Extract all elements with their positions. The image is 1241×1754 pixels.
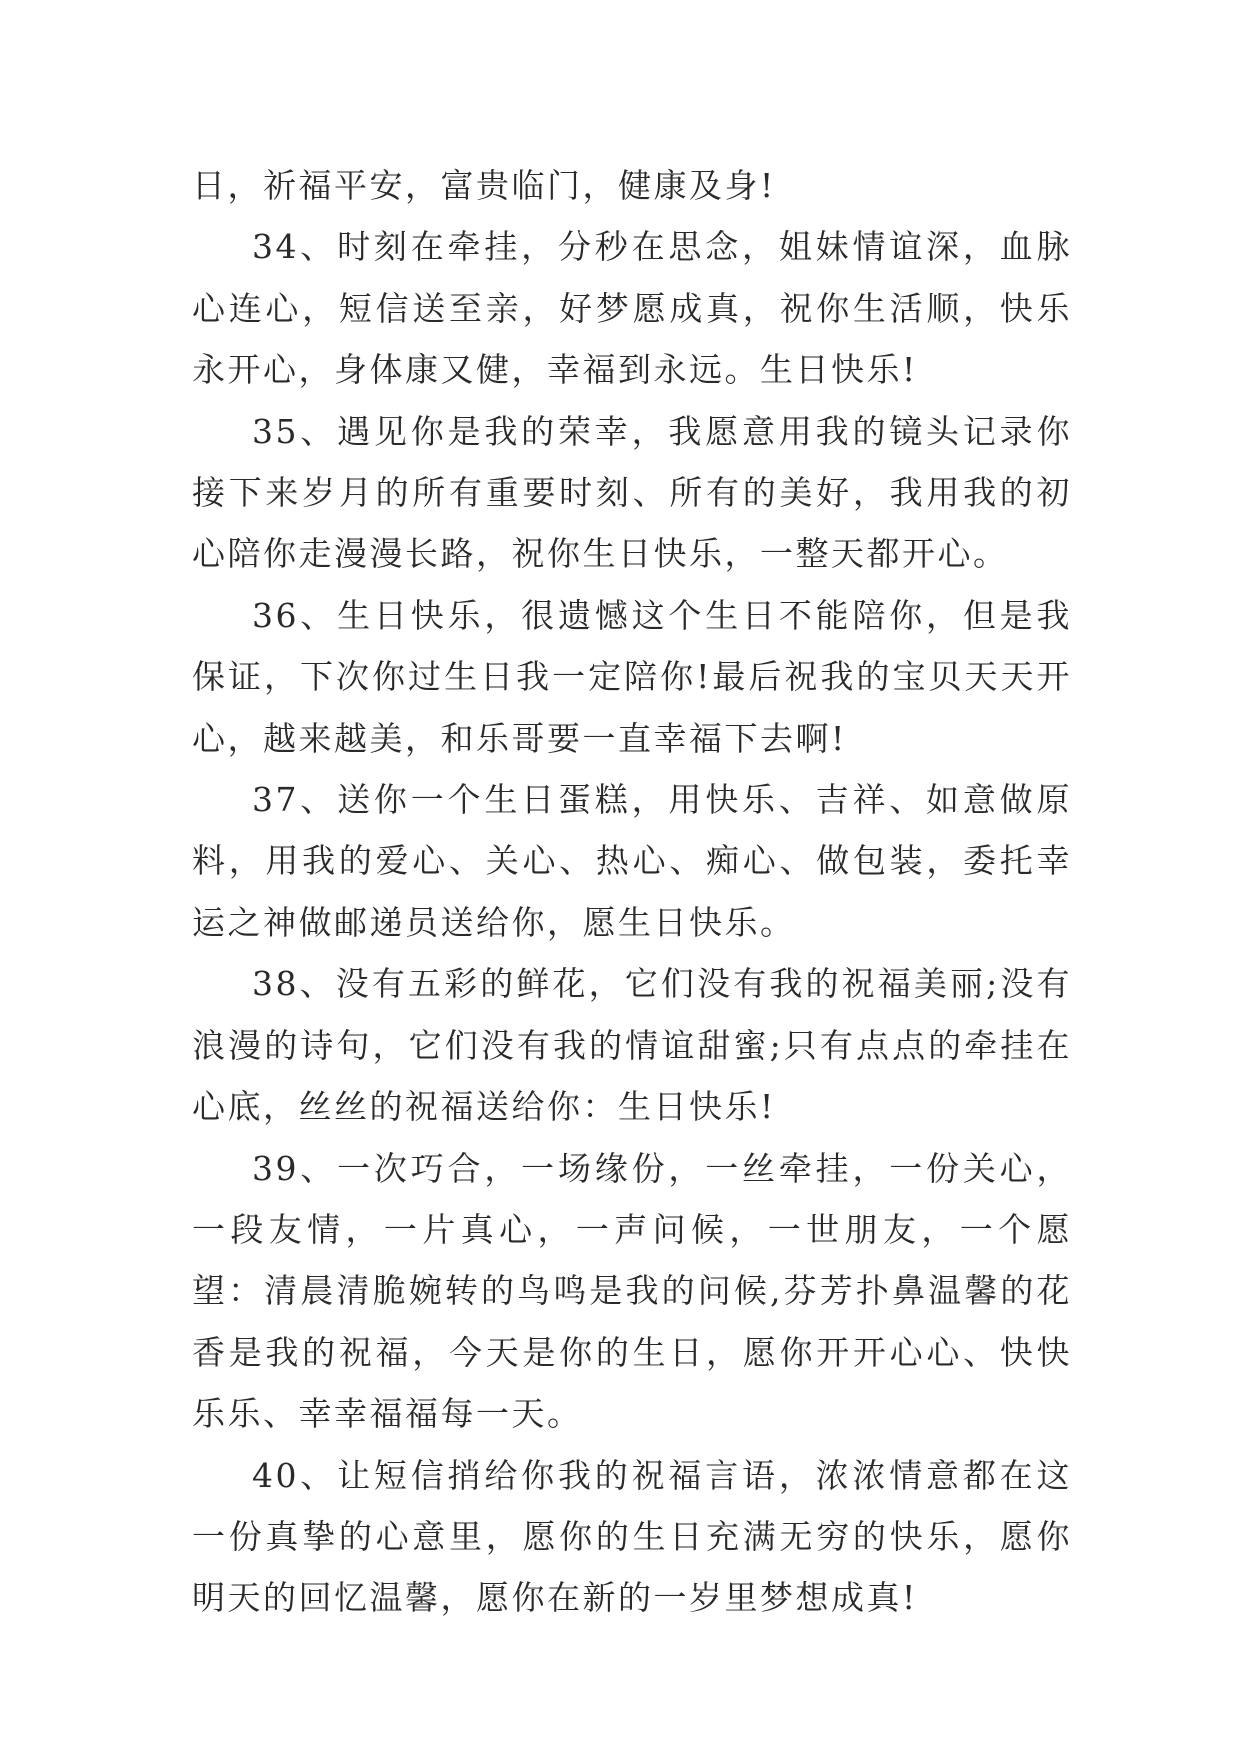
paragraph-continuation: 日，祈福平安，富贵临门，健康及身! xyxy=(192,166,776,205)
paragraph-wish-34: 34、时刻在牵挂，分秒在思念，姐妹情谊深，血脉心连心，短信送至亲，好梦愿成真，祝你生活顺，快乐永开心，身体康又健，幸福到永远。生日快乐! xyxy=(192,227,1072,390)
paragraph-wish-35: 35、遇见你是我的荣幸，我愿意用我的镜头记录你接下来岁月的所有重要时刻、所有的美好，我用我的初心陪你走漫漫长路，祝你生日快乐，一整天都开心。 xyxy=(192,411,1072,574)
paragraph-wish-39: 39、一次巧合，一场缘份，一丝牵挂，一份关心，一段友情，一片真心，一声问候，一世朋友，一个愿望：清晨清脆婉转的鸟鸣是我的问候,芬芳扑鼻温馨的花香是我的祝福，今天是你的生日，愿你开开心心、快快乐乐、幸幸福福每一天。 xyxy=(192,1148,1072,1434)
paragraph-wish-40: 40、让短信捎给你我的祝福言语，浓浓情意都在这一份真挚的心意里，愿你的生日充满无穷的快乐，愿你明天的回忆温馨，愿你在新的一岁里梦想成真! xyxy=(192,1455,1072,1618)
paragraph-wish-36: 36、生日快乐，很遗憾这个生日不能陪你，但是我保证，下次你过生日我一定陪你!最后祝我的宝贝天天开心，越来越美，和乐哥要一直幸福下去啊! xyxy=(192,595,1072,758)
paragraph-wish-38: 38、没有五彩的鲜花，它们没有我的祝福美丽;没有浪漫的诗句，它们没有我的情谊甜蜜;只有点点的牵挂在心底，丝丝的祝福送给你：生日快乐! xyxy=(192,964,1072,1127)
paragraph-wish-37: 37、送你一个生日蛋糕，用快乐、吉祥、如意做原料，用我的爱心、关心、热心、痴心、做包装，委托幸运之神做邮递员送给你，愿生日快乐。 xyxy=(192,780,1072,942)
document-body xyxy=(192,155,1072,1629)
